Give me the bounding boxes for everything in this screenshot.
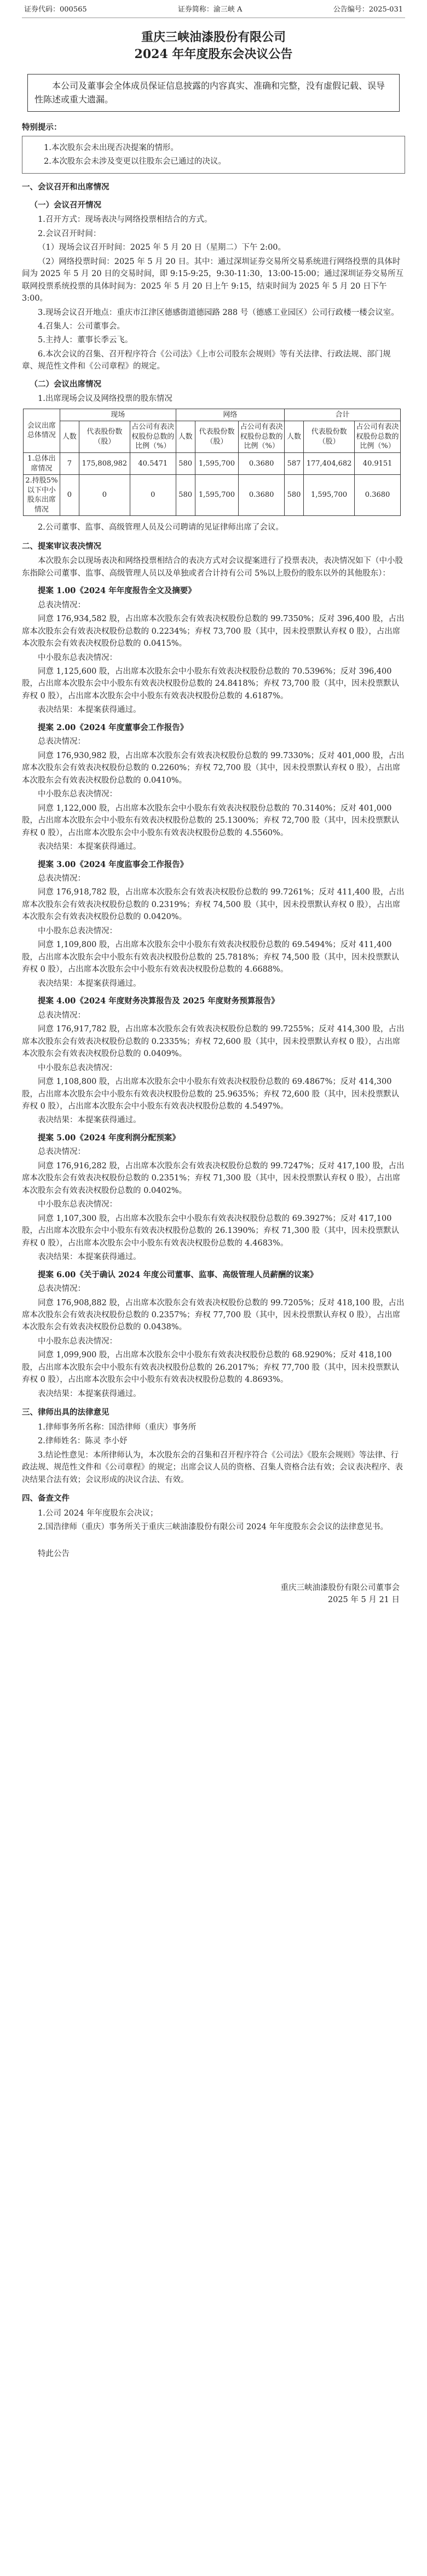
- proposal-line: 同意 1,107,300 股，占出席本次股东会中小股东有效表决权股份总数的 69.3927%；反对 417,100 股，占出席本次股东会中小股东有效表决权股份总数的 26.1390%；弃权 71,300 股（其中，因未投票默认弃权 0 股），占出席本次股东会中小股东有效表决权股份总数的 4.4683%。: [22, 1214, 400, 1248]
- special-tip: 2.本次股东会未涉及变更以往股东会已通过的决议。: [44, 157, 226, 166]
- proposal-line: 总表决情况：: [38, 1284, 85, 1294]
- legal-opinion-item: 2.律师姓名：陈灵 李小妤: [38, 1437, 128, 1446]
- proposal-line: 中小股东总表决情况：: [38, 1336, 117, 1346]
- th-net: 网络: [176, 409, 284, 421]
- th-shares: 代表股份数（股）: [195, 421, 239, 453]
- proposal-line: 中小股东总表决情况：: [38, 926, 117, 936]
- proposal-line: 同意 1,109,800 股，占出席本次股东会中小股东有效表决权股份总数的 69.5494%；反对 411,400 股，占出席本次股东会中小股东有效表决权股份总数的 25.7818%；弃权 74,500 股（其中，因未投票默认弃权 0 股），占出席本次股东会中小股东有效表决权股份总数的 4.6688%。: [22, 940, 400, 974]
- signature-block: [22, 1582, 400, 1607]
- cell: 1,595,700: [195, 453, 239, 475]
- proposal-line: 总表决情况：: [38, 1011, 85, 1020]
- voting-intro: 本次股东会以现场表决和网络投票相结合的表决方式对会议提案进行了投票表决，表决情况如下（中小股东指除公司董事、监事、高级管理人员以及单独或者合计持有公司 5%以上股份的股东以外的其他股东）：: [22, 556, 403, 578]
- table-row: [24, 475, 401, 516]
- cell: 177,404,682: [304, 453, 355, 475]
- cell: 7: [60, 453, 79, 475]
- proposal-line: 总表决情况：: [38, 1148, 85, 1157]
- cell: 0: [130, 475, 176, 516]
- closing-text: 特此公告: [38, 1549, 70, 1558]
- cell: 0: [79, 475, 130, 516]
- reference-doc-item: 2.国浩律师（重庆）事务所关于重庆三峡油漆股份有限公司 2024 年年度股东会会议的法律意见书。: [38, 1523, 388, 1532]
- cell: 40.5471: [130, 453, 176, 475]
- meeting-info-item: 6.本次会议的召集、召开程序符合《公司法》《上市公司股东会规则》等有关法律、行政法规、部门规章、规范性文件和《公司章程》的规定。: [22, 349, 391, 371]
- meeting-info-item: 5.主持人：董事长季云飞。: [38, 336, 133, 345]
- section-heading: 四、备查文件: [22, 1494, 70, 1504]
- cell: 0: [60, 475, 79, 516]
- cell: 1,595,700: [304, 475, 355, 516]
- proposal-block: [22, 1269, 405, 1401]
- notice-number: 公告编号：2025-031: [333, 5, 403, 14]
- section-heading: 三、律师出具的法律意见: [22, 1408, 109, 1418]
- meeting-info-item: 2.会议召开时间：: [38, 229, 101, 238]
- section-heading: 一、会议召开和出席情况: [22, 182, 109, 192]
- meeting-info-item: （2）网络投票时间：2025 年 5 月 20 日。其中：通过深圳证券交易所交易系统进行网络投票的具体时间为 2025 年 5 月 20 日的交易时间，即 9:15-9:25，9:30-11:30，13:00-15:00；通过深圳证券交易所互联网投票系统投票的具体时间为：2025 年 5 月 20 日上午 9:15，结束时间为 2025 年 5 月 20 日下午 3:00。: [22, 257, 404, 303]
- proposal-block: [22, 722, 405, 853]
- proposal-line: 表决结果：本提案获得通过。: [38, 1116, 141, 1125]
- cell: 0.3680: [239, 453, 285, 475]
- declaration-box: 本公司及董事会全体成员保证信息披露的内容真实、准确和完整，没有虚假记载、误导性陈述或重大遗漏。: [27, 74, 400, 112]
- company-name: 重庆三峡油漆股份有限公司: [141, 30, 286, 45]
- proposal-line: 同意 1,099,900 股，占出席本次股东会中小股东有效表决权股份总数的 68.9290%；反对 418,100 股，占出席本次股东会中小股东有效表决权股份总数的 26.2017%；弃权 77,700 股（其中，因未投票默认弃权 0 股），占出席本次股东会中小股东有效表决权股份总数的 4.8693%。: [22, 1351, 400, 1385]
- legal-opinion-item: 3.结论性意见：本所律师认为，本次股东会的召集和召开程序符合《公司法》《股东会规则》等法律、行政法规、规范性文件和《公司章程》的规定；出席会议人员的资格、召集人资格合法有效；会议表决程序、表决结果合法有效；会议形成的决议合法、有效。: [22, 1450, 403, 1484]
- section-heading: 二、提案审议表决情况: [22, 541, 101, 551]
- cell: 580: [285, 475, 304, 516]
- proposal-line: 同意 1,125,600 股，占出席本次股东会中小股东有效表决权股份总数的 70.5396%；反对 396,400 股，占出席本次股东会中小股东有效表决权股份总数的 24.8418%；弃权 73,700 股（其中，因未投票默认弃权 0 股），占出席本次股东会中小股东有效表决权股份总数的 4.6187%。: [22, 667, 400, 701]
- proposal-block: [22, 1132, 405, 1264]
- special-tip: 1.本次股东会未出现否决提案的情形。: [44, 144, 178, 153]
- proposal-line: 中小股东总表决情况：: [38, 653, 117, 662]
- attendance-note: 2.公司董事、监事、高级管理人员及公司聘请的见证律师出席了会议。: [38, 523, 284, 532]
- th-site: 现场: [60, 409, 176, 421]
- table-caption: 1.出席现场会议及网络投票的股东情况: [38, 394, 172, 404]
- page-header: [22, 3, 405, 18]
- proposal-line: 表决结果：本提案获得通过。: [38, 1389, 141, 1398]
- proposal-line: 同意 1,122,000 股，占出席本次股东会中小股东有效表决权股份总数的 70.3140%；反对 401,000 股，占出席本次股东会中小股东有效表决权股份总数的 25.1300%；弃权 72,700 股（其中，因未投票默认弃权 0 股），占出席本次股东会中小股东有效表决权股份总数的 4.5560%。: [22, 804, 400, 837]
- proposal-line: 表决结果：本提案获得通过。: [38, 842, 141, 852]
- cell: 580: [176, 475, 195, 516]
- proposal-line: 表决结果：本提案获得通过。: [38, 979, 141, 988]
- cell: 587: [285, 453, 304, 475]
- meeting-info-item: 1.召开方式：现场表决与网络投票相结合的方式。: [38, 215, 212, 225]
- th-count: 人数: [285, 421, 304, 453]
- th-shares: 代表股份数（股）: [304, 421, 355, 453]
- special-tips-label: 特别提示：: [22, 122, 62, 132]
- proposal-line: 中小股东总表决情况：: [38, 1200, 117, 1209]
- th-pct: 占公司有表决权股份总数的比例（%）: [239, 421, 285, 453]
- attendance-table: [23, 409, 401, 516]
- proposal-title: 提案 4.00《2024 年度财务决算报告及 2025 年度财务预算报告》: [38, 996, 279, 1006]
- th-total: 合计: [285, 409, 401, 421]
- announcement-title: 2024 年年度股东会决议公告: [134, 47, 293, 61]
- cell: 40.9151: [355, 453, 401, 475]
- cell: 0.3680: [239, 475, 285, 516]
- proposal-line: 中小股东总表决情况：: [38, 790, 117, 799]
- proposal-title: 提案 3.00《2024 年度监事会工作报告》: [38, 859, 188, 869]
- proposal-line: 表决结果：本提案获得通过。: [38, 1253, 141, 1262]
- reference-doc-item: 1.公司 2024 年年度股东会决议；: [38, 1508, 158, 1518]
- subsection-heading: （二）会议出席情况: [30, 379, 101, 389]
- meeting-info-item: （1）现场会议召开时间：2025 年 5 月 20 日（星期二）下午 2:00。: [38, 243, 286, 253]
- proposal-block: [22, 859, 405, 990]
- proposal-line: 总表决情况：: [38, 737, 85, 747]
- cell: 0.3680: [355, 475, 401, 516]
- table-row: [24, 453, 401, 475]
- cell: 580: [176, 453, 195, 475]
- legal-opinion-item: 1.律师事务所名称：国浩律师（重庆）事务所: [38, 1422, 197, 1432]
- th-pct: 占公司有表决权股份总数的比例（%）: [130, 421, 176, 453]
- signature-date: 2025 年 5 月 21 日: [327, 1596, 400, 1605]
- proposal-line: 同意 176,918,782 股，占出席本次股东会有效表决权股份总数的 99.7261%；反对 411,400 股，占出席本次股东会有效表决权股份总数的 0.2319%；弃权 74,500 股（其中，因未投票默认弃权 0 股），占出席本次股东会有效表决权股份总数的 0.0420%。: [22, 888, 405, 922]
- proposal-line: 同意 176,908,882 股，占出席本次股东会有效表决权股份总数的 99.7205%；反对 418,100 股，占出席本次股东会有效表决权股份总数的 0.2357%；弃权 77,700 股（其中，因未投票默认弃权 0 股），占出席本次股东会有效表决权股份总数的 0.0438%。: [22, 1298, 405, 1332]
- proposal-line: 同意 176,917,782 股，占出席本次股东会有效表决权股份总数的 99.7255%；反对 414,300 股，占出席本次股东会有效表决权股份总数的 0.2335%；弃权 72,600 股（其中，因未投票默认弃权 0 股），占出席本次股东会有效表决权股份总数的 0.0409%。: [22, 1025, 405, 1059]
- row-label: 1.总体出席情况: [24, 453, 60, 475]
- proposal-line: 总表决情况：: [38, 600, 85, 610]
- meeting-info-item: 3.现场会议召开地点：重庆市江津区德感街道德园路 288 号（德感工业园区）公司行政楼一楼会议室。: [38, 308, 399, 317]
- proposal-line: 同意 176,934,582 股，占出席本次股东会有效表决权股份总数的 99.7350%；反对 396,400 股，占出席本次股东会有效表决权股份总数的 0.2234%；弃权 73,700 股（其中，因未投票默认弃权 0 股），占出席本次股东会有效表决权股份总数的 0.0415%。: [22, 615, 405, 649]
- stock-abbr: 证券简称：渝三峡 A: [177, 5, 243, 14]
- proposal-line: 同意 176,916,282 股，占出席本次股东会有效表决权股份总数的 99.7247%；反对 417,100 股，占出席本次股东会有效表决权股份总数的 0.2351%；弃权 71,300 股（其中，因未投票默认弃权 0 股），占出席本次股东会有效表决权股份总数的 0.0402%。: [22, 1161, 405, 1195]
- meeting-info-item: 4.召集人：公司董事会。: [38, 322, 125, 331]
- document-page: [22, 0, 405, 1617]
- th-category: 会议出席总体情况: [24, 409, 60, 452]
- proposal-title: 提案 6.00《关于确认 2024 年度公司董事、监事、高级管理人员薪酬的议案》: [38, 1270, 318, 1280]
- signature-company: 重庆三峡油漆股份有限公司董事会: [280, 1583, 400, 1592]
- th-count: 人数: [60, 421, 79, 453]
- subsection-heading: （一）会议召开情况: [30, 200, 101, 210]
- row-label: 2.持股5%以下中小股东出席情况: [24, 475, 60, 516]
- th-shares: 代表股份数（股）: [79, 421, 130, 453]
- th-pct: 占公司有表决权股份总数的比例（%）: [355, 421, 401, 453]
- proposal-title: 提案 5.00《2024 年度利润分配预案》: [38, 1133, 180, 1143]
- proposal-line: 总表决情况：: [38, 874, 85, 883]
- cell: 175,808,982: [79, 453, 130, 475]
- proposal-line: 同意 1,108,800 股，占出席本次股东会中小股东有效表决权股份总数的 69.4867%；反对 414,300 股，占出席本次股东会中小股东有效表决权股份总数的 25.9635%；弃权 72,600 股（其中，因未投票默认弃权 0 股），占出席本次股东会中小股东有效表决权股份总数的 4.5497%。: [22, 1077, 400, 1111]
- page-title: [22, 29, 405, 63]
- meeting-info-list: [22, 214, 405, 373]
- proposal-title: 提案 2.00《2024 年度董事会工作报告》: [38, 722, 188, 732]
- proposal-line: 表决结果：本提案获得通过。: [38, 705, 141, 715]
- proposal-block: [22, 585, 405, 716]
- proposal-line: 中小股东总表决情况：: [38, 1063, 117, 1072]
- cell: 1,595,700: [195, 475, 239, 516]
- proposal-line: 同意 176,930,982 股，占出席本次股东会有效表决权股份总数的 99.7330%；反对 401,000 股，占出席本次股东会有效表决权股份总数的 0.2260%；弃权 72,700 股（其中，因未投票默认弃权 0 股），占出席本次股东会有效表决权股份总数的 0.0410%。: [22, 751, 405, 785]
- proposal-block: [22, 995, 405, 1127]
- th-count: 人数: [176, 421, 195, 453]
- special-tips-box: [22, 136, 405, 174]
- stock-code: 证券代码：000565: [24, 5, 87, 14]
- proposal-title: 提案 1.00《2024 年年度报告全文及摘要》: [38, 586, 196, 596]
